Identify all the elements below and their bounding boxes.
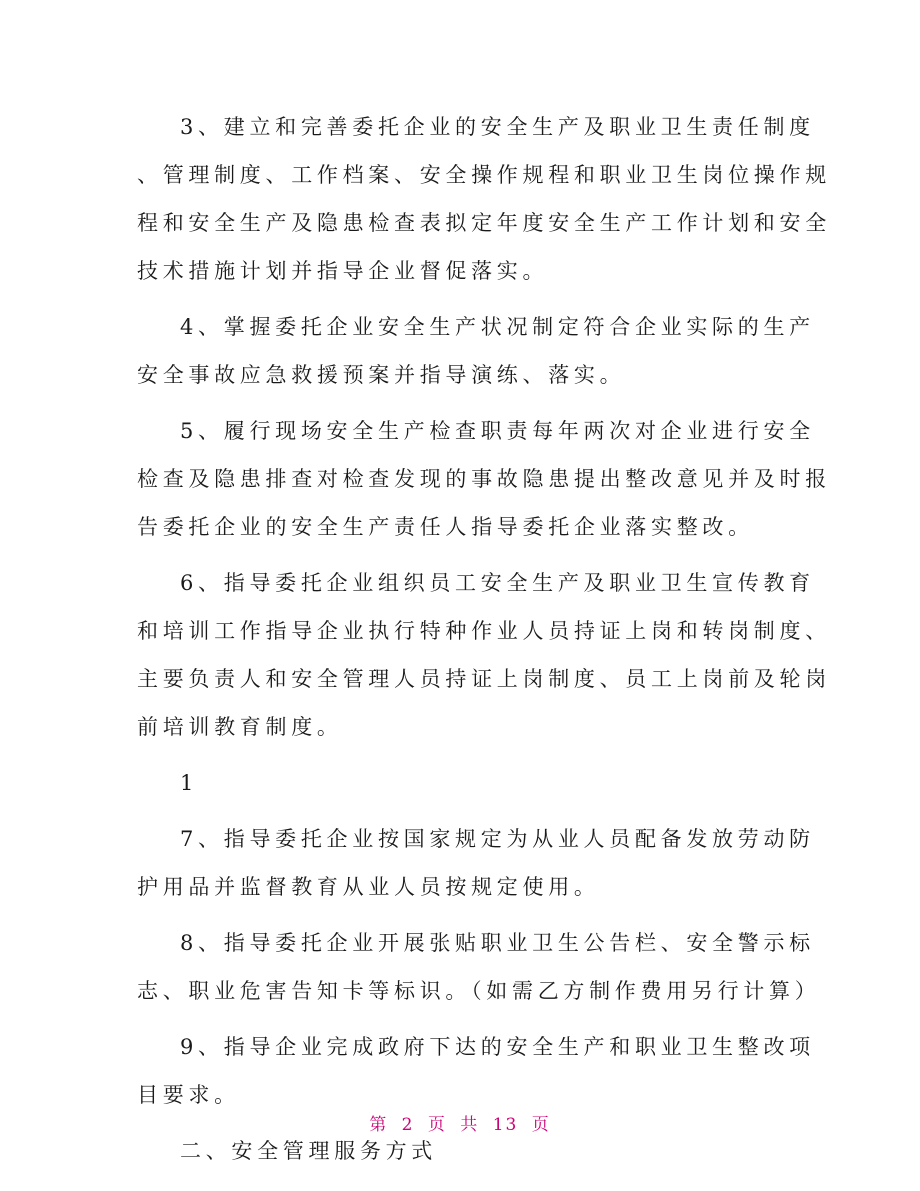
text-line: 护用品并监督教育从业人员按规定使用。 (137, 875, 600, 899)
page-footer (0, 1110, 920, 1135)
paragraph-item-9 (137, 1023, 815, 1119)
text-line: 告委托企业的安全生产责任人指导委托企业落实整改。 (137, 515, 754, 539)
document-body (137, 103, 831, 1183)
footer-label-ye: 页 (427, 1115, 447, 1135)
paragraph-item-6 (137, 559, 831, 751)
footer-label-ye-end: 页 (531, 1115, 551, 1135)
total-page-count: 13 (492, 1115, 519, 1135)
paragraph-item-7 (137, 815, 815, 911)
text-line: 6、指导委托企业组织员工安全生产及职业卫生宣传教育 (180, 571, 815, 595)
paragraph-item-5 (137, 407, 831, 551)
text-line: 志、职业危害告知卡等标识。（如需乙方制作费用另行计算） (137, 979, 821, 1003)
paragraph-item-3 (137, 103, 831, 295)
text-line: 3、建立和完善委托企业的安全生产及职业卫生责任制度 (180, 115, 815, 139)
text-line: 9、指导企业完成政府下达的安全生产和职业卫生整改项 (180, 1035, 815, 1059)
footer-label-di: 第 (369, 1115, 389, 1135)
inline-page-number (137, 759, 787, 807)
text-line: 1 (180, 771, 199, 795)
text-line: 4、掌握委托企业安全生产状况制定符合企业实际的生产 (180, 315, 815, 339)
text-line: 前培训教育制度。 (137, 715, 343, 739)
current-page-number: 2 (401, 1115, 415, 1135)
text-line: 技术措施计划并指导企业督促落实。 (137, 259, 549, 283)
text-line: 二、安全管理服务方式 (180, 1139, 437, 1163)
text-line: 、管理制度、工作档案、安全操作规程和职业卫生岗位操作规 (137, 163, 831, 187)
paragraph-item-4 (137, 303, 815, 399)
text-line: 7、指导委托企业按国家规定为从业人员配备发放劳动防 (180, 827, 815, 851)
text-line: 检查及隐患排查对检查发现的事故隐患提出整改意见并及时报 (137, 467, 831, 491)
text-line: 5、履行现场安全生产检查职责每年两次对企业进行安全 (180, 419, 815, 443)
text-line: 安全事故应急救援预案并指导演练、落实。 (137, 363, 626, 387)
text-line: 目要求。 (137, 1083, 240, 1107)
text-line: 8、指导委托企业开展张贴职业卫生公告栏、安全警示标 (180, 931, 815, 955)
paragraph-item-8 (137, 919, 821, 1015)
text-line: 程和安全生产及隐患检查表拟定年度安全生产工作计划和安全 (137, 211, 831, 235)
footer-label-gong: 共 (460, 1115, 480, 1135)
text-line: 和培训工作指导企业执行特种作业人员持证上岗和转岗制度、 (137, 619, 831, 643)
text-line: 主要负责人和安全管理人员持证上岗制度、员工上岗前及轮岗 (137, 667, 831, 691)
